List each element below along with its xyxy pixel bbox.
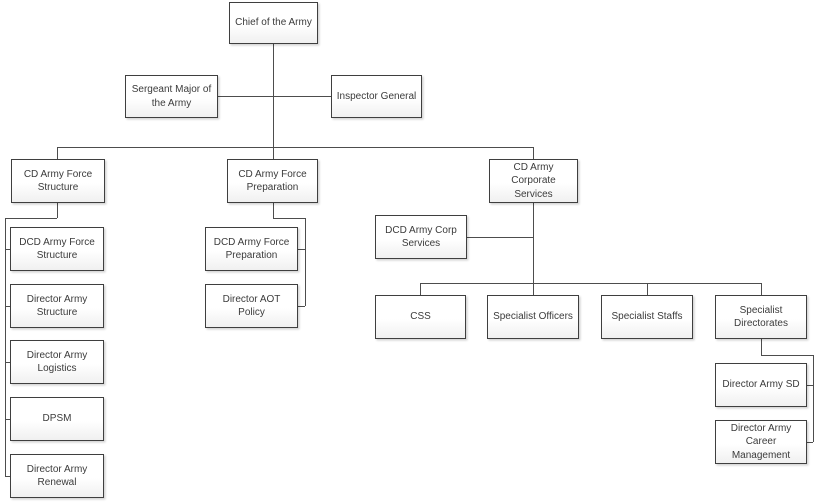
node-label: DCD Army Corp Services — [385, 224, 457, 249]
connector — [273, 147, 274, 159]
connector — [761, 355, 813, 356]
node-dpsm[interactable] — [10, 397, 104, 441]
node-label: DCD Army Force Preparation — [213, 236, 290, 261]
node-specialist-directorates[interactable] — [715, 295, 807, 339]
connector — [420, 283, 761, 284]
node-chief-of-the-army[interactable] — [229, 2, 318, 44]
node-label: Director Army SD — [722, 379, 800, 391]
connector — [57, 203, 58, 218]
node-label: Director AOT Policy — [222, 293, 281, 318]
node-inspector-general[interactable] — [331, 75, 422, 118]
node-specialist-staffs[interactable] — [601, 295, 693, 339]
connector — [807, 442, 813, 443]
connector — [5, 218, 57, 219]
connector — [533, 147, 534, 159]
node-label: Director Army Structure — [26, 293, 88, 318]
connector — [807, 385, 813, 386]
connector — [57, 147, 534, 148]
node-label: CD Army Force Structure — [23, 168, 93, 193]
node-label: Specialist Officers — [493, 311, 573, 323]
node-dcd-army-corp-services[interactable] — [375, 215, 467, 259]
node-label: Director Army Renewal — [26, 463, 88, 488]
node-dcd-army-force-preparation[interactable] — [205, 227, 298, 271]
connector — [647, 283, 648, 295]
node-label: Specialist Directorates — [734, 304, 788, 329]
connector — [5, 218, 6, 476]
node-label: CSS — [410, 311, 431, 323]
connector — [761, 283, 762, 295]
node-director-army-structure[interactable] — [10, 284, 104, 328]
node-label: DCD Army Force Structure — [19, 236, 95, 261]
connector — [273, 203, 274, 218]
node-director-aot-policy[interactable] — [205, 284, 298, 328]
node-label: DPSM — [42, 413, 72, 425]
connector — [533, 203, 534, 295]
connector — [761, 339, 762, 355]
node-label: Chief of the Army — [235, 17, 312, 29]
node-sergeant-major[interactable] — [125, 75, 218, 118]
connector — [298, 249, 305, 250]
node-dcd-army-force-structure[interactable] — [10, 227, 104, 271]
node-cd-army-force-structure[interactable] — [11, 159, 105, 203]
connector — [305, 218, 306, 306]
node-label: Director Army Logistics — [26, 349, 88, 374]
node-director-army-career-management[interactable] — [715, 420, 807, 464]
node-css[interactable] — [375, 295, 466, 339]
node-label: Sergeant Major of the Army — [131, 84, 212, 109]
node-label: Director Army Career Management — [730, 423, 792, 461]
node-label: Specialist Staffs — [611, 311, 683, 323]
node-label: CD Army Force Preparation — [238, 168, 307, 193]
connector — [467, 237, 533, 238]
node-label: CD Army Corporate Services — [511, 162, 556, 200]
connector — [298, 306, 305, 307]
node-director-army-sd[interactable] — [715, 363, 807, 407]
node-cd-army-corporate-services[interactable] — [489, 159, 578, 203]
node-label: Inspector General — [336, 90, 417, 102]
node-director-army-renewal[interactable] — [10, 454, 104, 498]
node-specialist-officers[interactable] — [487, 295, 579, 339]
node-director-army-logistics[interactable] — [10, 340, 104, 384]
connector — [420, 283, 421, 295]
node-cd-army-force-preparation[interactable] — [227, 159, 318, 203]
connector — [273, 218, 305, 219]
connector — [218, 96, 331, 97]
connector — [813, 355, 814, 442]
connector — [57, 147, 58, 159]
